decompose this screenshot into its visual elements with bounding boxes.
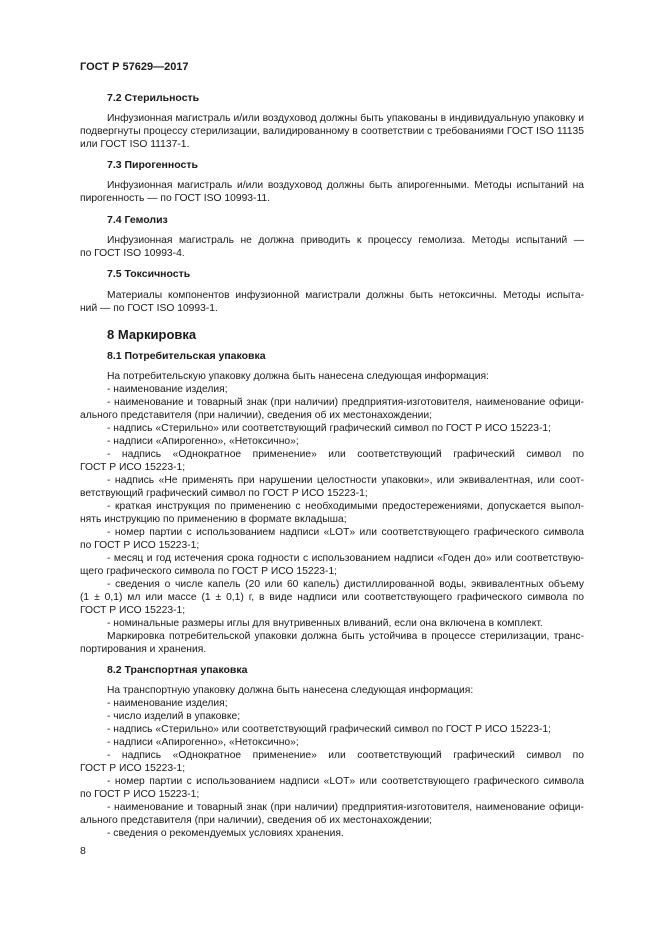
list-item: - надпись «Однократное применение» или соответствующий графический символ по — [107, 449, 584, 460]
list-item: - сведения о рекомендуемых условиях хранения. — [107, 828, 344, 839]
list-item: - номинальные размеры иглы для внутривенных вливаний, если она включена в комплект. — [107, 618, 543, 629]
list-item-continuation: ГОСТ Р ИСО 15223-1; — [80, 763, 186, 774]
paragraph-line: Инфузионная магистраль и/или воздуховод должны быть упакованы в индивидуальную упаковку и — [107, 113, 584, 124]
paragraph-line: подвергнуты процессу стерилизации, валидированному в соответствии с требованиями ГОСТ ISO 11135 — [80, 126, 584, 137]
section-7-4-title: 7.4 Гемолиз — [107, 214, 168, 226]
list-item: - номер партии с использованием надписи «LOT» или соответствующего графического символа — [107, 776, 584, 787]
list-item-continuation: ГОСТ Р ИСО 15223-1; — [80, 605, 186, 616]
list-item: - наименование изделия; — [107, 698, 228, 709]
paragraph-line: или ГОСТ ISO 11137-1. — [80, 139, 190, 150]
page-number: 8 — [80, 845, 86, 857]
section-7-2-title: 7.2 Стерильность — [107, 92, 200, 104]
section-7-5-title: 7.5 Токсичность — [107, 268, 191, 280]
list-item-continuation: ального представителя (при наличии), сведения об их местонахождении; — [80, 815, 432, 826]
list-item-continuation: (1 ± 0,1) мл или массе (1 ± 0,1) г, в виде надписи или соответствующего графического символа по — [80, 592, 584, 603]
list-item-continuation: нять инструкцию по применению в формате вкладыша; — [80, 514, 347, 525]
list-item: - надписи «Апирогенно», «Нетоксично»; — [107, 436, 299, 447]
list-item: - надпись «Однократное применение» или соответствующий графический символ по — [107, 750, 584, 761]
paragraph-line: пирогенность — по ГОСТ ISO 10993-11. — [80, 193, 271, 204]
list-item-continuation: ГОСТ Р ИСО 15223-1; — [80, 462, 186, 473]
list-item: - надпись «Стерильно» или соответствующий графический символ по ГОСТ Р ИСО 15223-1; — [107, 423, 552, 434]
paragraph-line: На транспортную упаковку должна быть нанесена следующая информация: — [107, 685, 474, 696]
standard-header: ГОСТ Р 57629—2017 — [80, 61, 189, 73]
list-item: - число изделий в упаковке; — [107, 711, 241, 722]
paragraph-line: Инфузионная магистраль не должна приводить к процессу гемолиза. Методы испытаний — — [107, 235, 584, 246]
list-item: - надпись «Стерильно» или соответствующий графический символ по ГОСТ Р ИСО 15223-1; — [107, 724, 552, 735]
section-8-title: 8 Маркировка — [107, 327, 197, 342]
list-item: - номер партии с использованием надписи «LOT» или соответствующего графического символа — [107, 527, 584, 538]
section-7-3-title: 7.3 Пирогенность — [107, 159, 198, 171]
list-item: - наименование и товарный знак (при наличии) предприятия-изготовителя, наименование офици- — [107, 397, 584, 408]
list-item: - наименование и товарный знак (при наличии) предприятия-изготовителя, наименование офици- — [107, 802, 584, 813]
paragraph-line: Маркировка потребительской упаковки должна быть устойчива в процессе стерилизации, транс- — [107, 631, 584, 642]
list-item: - надписи «Апирогенно», «Нетоксично»; — [107, 737, 299, 748]
list-item-continuation: по ГОСТ Р ИСО 15223-1; — [80, 540, 200, 551]
list-item: - краткая инструкция по применению с необходимыми предостережениями, допускается выпол- — [107, 501, 584, 512]
list-item: - наименование изделия; — [107, 384, 228, 395]
paragraph-line: ний — по ГОСТ ISO 10993-1. — [80, 303, 218, 314]
paragraph-line: Инфузионная магистраль и/или воздуховод должны быть апирогенными. Методы испытаний на — [107, 180, 584, 191]
list-item-continuation: щего графического символа по ГОСТ Р ИСО 15223-1; — [80, 566, 338, 577]
paragraph-line: Материалы компонентов инфузионной магистрали должны быть нетоксичны. Методы испыта- — [107, 290, 584, 301]
list-item-continuation: ветствующий графический символ по ГОСТ Р ИСО 15223-1; — [80, 488, 368, 499]
section-8-2-title: 8.2 Транспортная упаковка — [107, 664, 248, 676]
paragraph-line: На потребительскую упаковку должна быть нанесена следующая информация: — [107, 371, 489, 382]
list-item: - надпись «Не применять при нарушении целостности упаковки», или эквивалентная, или соот- — [107, 475, 584, 486]
paragraph-line: по ГОСТ ISO 10993-4. — [80, 248, 185, 259]
paragraph-line: портирования и хранения. — [80, 644, 207, 655]
section-8-1-title: 8.1 Потребительская упаковка — [107, 350, 266, 362]
list-item: - месяц и год истечения срока годности с использованием надписи «Годен до» или соответствую- — [107, 553, 584, 564]
list-item: - сведения о числе капель (20 или 60 капель) дистиллированной воды, эквивалентных объему — [107, 579, 584, 590]
list-item-continuation: ального представителя (при наличии), сведения об их местонахождении; — [80, 410, 432, 421]
list-item-continuation: по ГОСТ Р ИСО 15223-1; — [80, 789, 200, 800]
